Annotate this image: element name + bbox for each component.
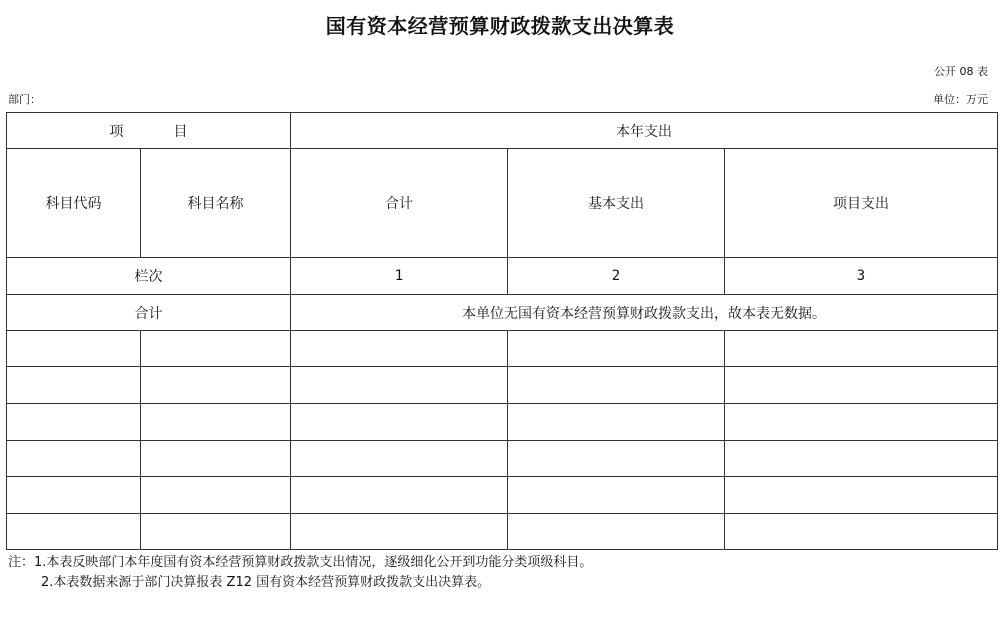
unit-label: 单位：万元 [933, 93, 988, 106]
empty-cell [725, 331, 998, 367]
empty-cell [725, 477, 998, 514]
col-index-2: 2 [508, 258, 725, 295]
header-name: 科目名称 [141, 149, 291, 258]
empty-cell [7, 477, 141, 514]
table-number: 公开 08 表 [934, 65, 988, 78]
note-line-2: 2.本表数据来源于部门决算报表 Z12 国有资本经营预算财政拨款支出决算表。 [41, 575, 491, 590]
empty-cell [291, 367, 508, 404]
empty-cell [141, 514, 291, 550]
empty-cell [508, 441, 725, 477]
header-basic: 基本支出 [508, 149, 725, 258]
header-code: 科目代码 [7, 149, 141, 258]
sum-label: 合计 [7, 295, 291, 331]
empty-cell [141, 404, 291, 441]
header-row-2 [7, 149, 998, 258]
empty-cell [7, 514, 141, 550]
empty-cell [508, 477, 725, 514]
table-row [7, 331, 998, 367]
index-row [7, 258, 998, 295]
empty-cell [725, 441, 998, 477]
empty-cell [508, 404, 725, 441]
table-row [7, 514, 998, 550]
empty-cell [508, 367, 725, 404]
table-row [7, 404, 998, 441]
empty-cell [508, 514, 725, 550]
department-label: 部门： [8, 93, 41, 106]
empty-cell [141, 331, 291, 367]
notes [8, 553, 592, 593]
header-item: 项 目 [7, 113, 291, 149]
empty-cell [291, 404, 508, 441]
empty-cell [725, 514, 998, 550]
table-row [7, 441, 998, 477]
empty-cell [7, 404, 141, 441]
empty-cell [141, 367, 291, 404]
col-index-3: 3 [725, 258, 998, 295]
empty-cell [725, 404, 998, 441]
empty-cell [291, 331, 508, 367]
header-total: 合计 [291, 149, 508, 258]
no-data-message: 本单位无国有资本经营预算财政拨款支出，故本表无数据。 [291, 295, 998, 331]
note-line-1: 注：1.本表反映部门本年度国有资本经营预算财政拨款支出情况，逐级细化公开到功能分类项级科目。 [8, 555, 593, 570]
empty-cell [7, 331, 141, 367]
empty-cell [7, 441, 141, 477]
empty-cell [291, 477, 508, 514]
budget-table [6, 112, 998, 550]
empty-cell [7, 367, 141, 404]
empty-cell [291, 514, 508, 550]
empty-cell [291, 441, 508, 477]
sum-row [7, 295, 998, 331]
header-project: 项目支出 [725, 149, 998, 258]
table-row [7, 477, 998, 514]
table-row [7, 367, 998, 404]
page-title: 国有资本经营预算财政拨款支出决算表 [325, 14, 675, 38]
row-index-label: 栏次 [7, 258, 291, 295]
col-index-1: 1 [291, 258, 508, 295]
header-current-year: 本年支出 [291, 113, 998, 149]
header-row-1 [7, 113, 998, 149]
empty-cell [141, 441, 291, 477]
empty-cell [508, 331, 725, 367]
empty-cell [141, 477, 291, 514]
empty-cell [725, 367, 998, 404]
